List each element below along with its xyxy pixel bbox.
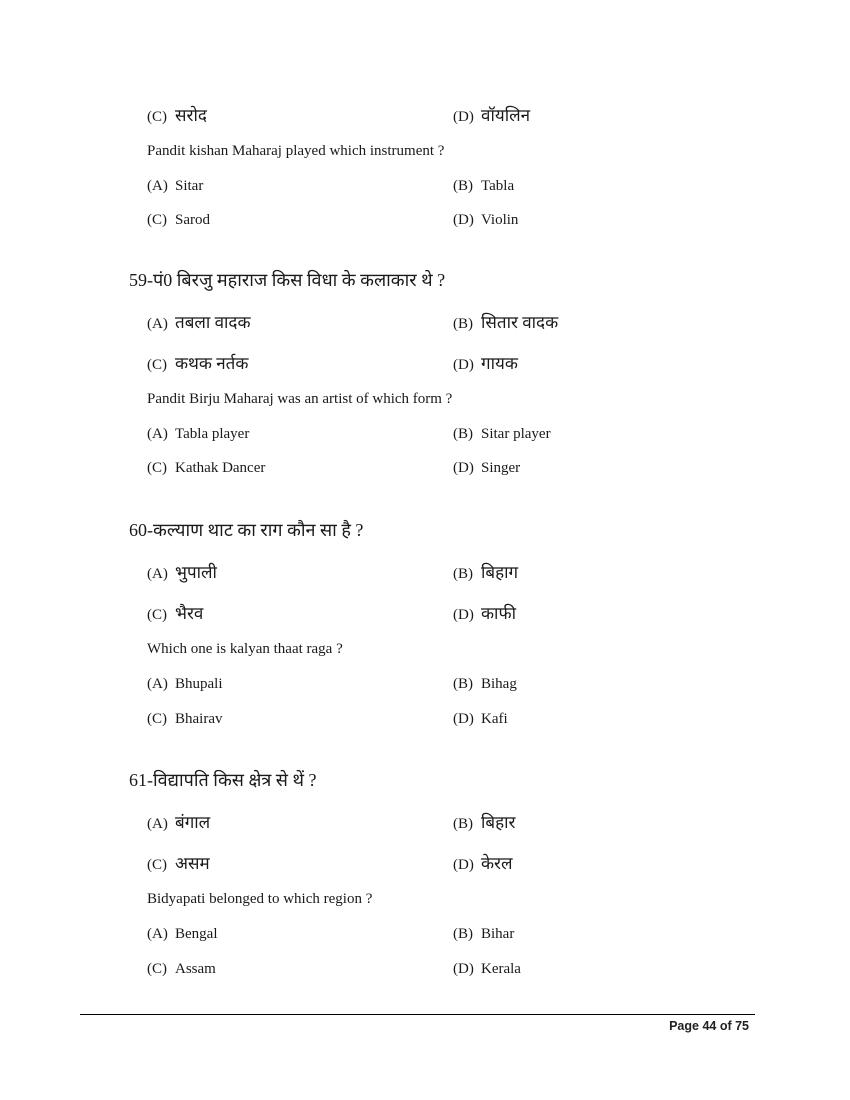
q61-hindi-option-c bbox=[147, 851, 210, 874]
q60-english-option-c bbox=[147, 711, 222, 728]
q58-hindi-options-row-2 bbox=[147, 103, 767, 129]
footer-divider bbox=[80, 1014, 755, 1015]
q61-english-option-d bbox=[453, 961, 521, 978]
option-letter: (D) bbox=[453, 961, 474, 977]
q61-hindi-options-row-2 bbox=[147, 851, 767, 877]
q60-english-option-b bbox=[453, 676, 517, 693]
option-letter: (C) bbox=[147, 711, 167, 727]
q58-english-options-row-2 bbox=[147, 212, 767, 238]
option-text: असम bbox=[175, 854, 210, 873]
option-letter: (D) bbox=[453, 357, 474, 373]
option-text: Kathak Dancer bbox=[175, 460, 266, 476]
option-letter: (A) bbox=[147, 926, 168, 942]
q59-hindi-option-b bbox=[453, 310, 558, 333]
option-text: Kerala bbox=[481, 961, 521, 977]
option-letter: (B) bbox=[453, 178, 473, 194]
option-text: भैरव bbox=[175, 604, 204, 623]
option-text: Bhupali bbox=[175, 676, 223, 692]
q61-english-option-c bbox=[147, 961, 216, 978]
option-text: Tabla player bbox=[175, 426, 250, 442]
q61-english-question: Bidyapati belonged to which region ? bbox=[147, 891, 373, 907]
q59-english-options-row-1 bbox=[147, 426, 767, 452]
q58-hindi-option-d bbox=[453, 103, 530, 126]
q61-english-option-b bbox=[453, 926, 514, 943]
option-text: Kafi bbox=[481, 711, 508, 727]
q59-hindi-option-c bbox=[147, 351, 248, 374]
option-text: Bihag bbox=[481, 676, 517, 692]
q61-hindi-question: 61-विद्यापति किस क्षेत्र से थें ? bbox=[129, 770, 317, 790]
option-text: Assam bbox=[175, 961, 216, 977]
q60-english-options-row-2 bbox=[147, 711, 767, 737]
q60-hindi-option-c bbox=[147, 601, 203, 624]
option-letter: (A) bbox=[147, 566, 168, 582]
q59-english-option-d bbox=[453, 460, 520, 477]
q59-english-option-c bbox=[147, 460, 265, 477]
q59-hindi-question: 59-पं0 बिरजु महाराज किस विधा के कलाकार थे ? bbox=[129, 270, 446, 290]
option-letter: (C) bbox=[147, 961, 167, 977]
q59-hindi-options-row-1 bbox=[147, 310, 767, 336]
option-text: Singer bbox=[481, 460, 521, 476]
q61-english-options-row-2 bbox=[147, 961, 767, 987]
q59-hindi-option-a bbox=[147, 310, 251, 333]
option-letter: (A) bbox=[147, 178, 168, 194]
option-text: काफी bbox=[481, 604, 516, 623]
q59-hindi-option-d bbox=[453, 351, 518, 374]
option-letter: (C) bbox=[147, 857, 167, 873]
option-text: केरल bbox=[481, 854, 513, 873]
q60-english-option-a bbox=[147, 676, 223, 693]
option-letter: (D) bbox=[453, 109, 474, 125]
q58-english-option-c bbox=[147, 212, 210, 229]
option-text: गायक bbox=[481, 354, 518, 373]
q59-hindi-options-row-2 bbox=[147, 351, 767, 377]
option-text: Bengal bbox=[175, 926, 218, 942]
option-letter: (D) bbox=[453, 711, 474, 727]
option-text: कथक नर्तक bbox=[175, 354, 249, 373]
q60-hindi-option-a bbox=[147, 560, 217, 583]
q58-hindi-option-c bbox=[147, 103, 207, 126]
option-text: सरोद bbox=[175, 106, 207, 125]
option-text: Sitar player bbox=[481, 426, 551, 442]
option-text: सितार वादक bbox=[481, 313, 559, 332]
q58-english-options-row-1 bbox=[147, 178, 767, 204]
option-letter: (A) bbox=[147, 426, 168, 442]
option-letter: (C) bbox=[147, 212, 167, 228]
q61-hindi-option-d bbox=[453, 851, 513, 874]
q59-english-option-b bbox=[453, 426, 551, 443]
q60-english-question: Which one is kalyan thaat raga ? bbox=[147, 641, 343, 657]
option-text: तबला वादक bbox=[175, 313, 251, 332]
option-letter: (B) bbox=[453, 426, 473, 442]
option-text: बिहाग bbox=[481, 563, 519, 582]
q58-english-option-a bbox=[147, 178, 203, 195]
option-text: Tabla bbox=[481, 178, 515, 194]
option-letter: (C) bbox=[147, 109, 167, 125]
option-text: Bihar bbox=[481, 926, 515, 942]
q60-hindi-question: 60-कल्याण थाट का राग कौन सा है ? bbox=[129, 520, 364, 540]
option-letter: (D) bbox=[453, 460, 474, 476]
option-letter: (D) bbox=[453, 857, 474, 873]
option-letter: (B) bbox=[453, 566, 473, 582]
page-number: Page 44 of 75 bbox=[669, 1019, 749, 1033]
option-letter: (A) bbox=[147, 316, 168, 332]
option-letter: (C) bbox=[147, 460, 167, 476]
q60-hindi-options-row-2 bbox=[147, 601, 767, 627]
option-text: Sarod bbox=[175, 212, 210, 228]
option-letter: (B) bbox=[453, 816, 473, 832]
q58-english-option-b bbox=[453, 178, 514, 195]
option-text: बंगाल bbox=[175, 813, 211, 832]
option-letter: (A) bbox=[147, 676, 168, 692]
q60-hindi-option-b bbox=[453, 560, 518, 583]
option-letter: (D) bbox=[453, 607, 474, 623]
option-text: Violin bbox=[481, 212, 519, 228]
q60-english-option-d bbox=[453, 711, 508, 728]
option-letter: (C) bbox=[147, 357, 167, 373]
option-letter: (B) bbox=[453, 676, 473, 692]
q58-english-question: Pandit kishan Maharaj played which instrument ? bbox=[147, 143, 445, 159]
q61-hindi-options-row-1 bbox=[147, 810, 767, 836]
q59-english-question: Pandit Birju Maharaj was an artist of which form ? bbox=[147, 391, 453, 407]
option-letter: (A) bbox=[147, 816, 168, 832]
option-text: Bhairav bbox=[175, 711, 223, 727]
option-text: भुपाली bbox=[175, 563, 217, 582]
option-text: Sitar bbox=[175, 178, 204, 194]
q60-english-options-row-1 bbox=[147, 676, 767, 702]
q61-hindi-option-b bbox=[453, 810, 516, 833]
option-letter: (C) bbox=[147, 607, 167, 623]
q60-hindi-option-d bbox=[453, 601, 516, 624]
q61-english-options-row-1 bbox=[147, 926, 767, 952]
q58-english-option-d bbox=[453, 212, 518, 229]
q59-english-option-a bbox=[147, 426, 249, 443]
option-letter: (B) bbox=[453, 926, 473, 942]
option-text: वॉयलिन bbox=[481, 106, 531, 125]
q59-english-options-row-2 bbox=[147, 460, 767, 486]
q60-hindi-options-row-1 bbox=[147, 560, 767, 586]
q61-english-option-a bbox=[147, 926, 218, 943]
option-text: बिहार bbox=[481, 813, 516, 832]
option-letter: (B) bbox=[453, 316, 473, 332]
option-letter: (D) bbox=[453, 212, 474, 228]
q61-hindi-option-a bbox=[147, 810, 210, 833]
